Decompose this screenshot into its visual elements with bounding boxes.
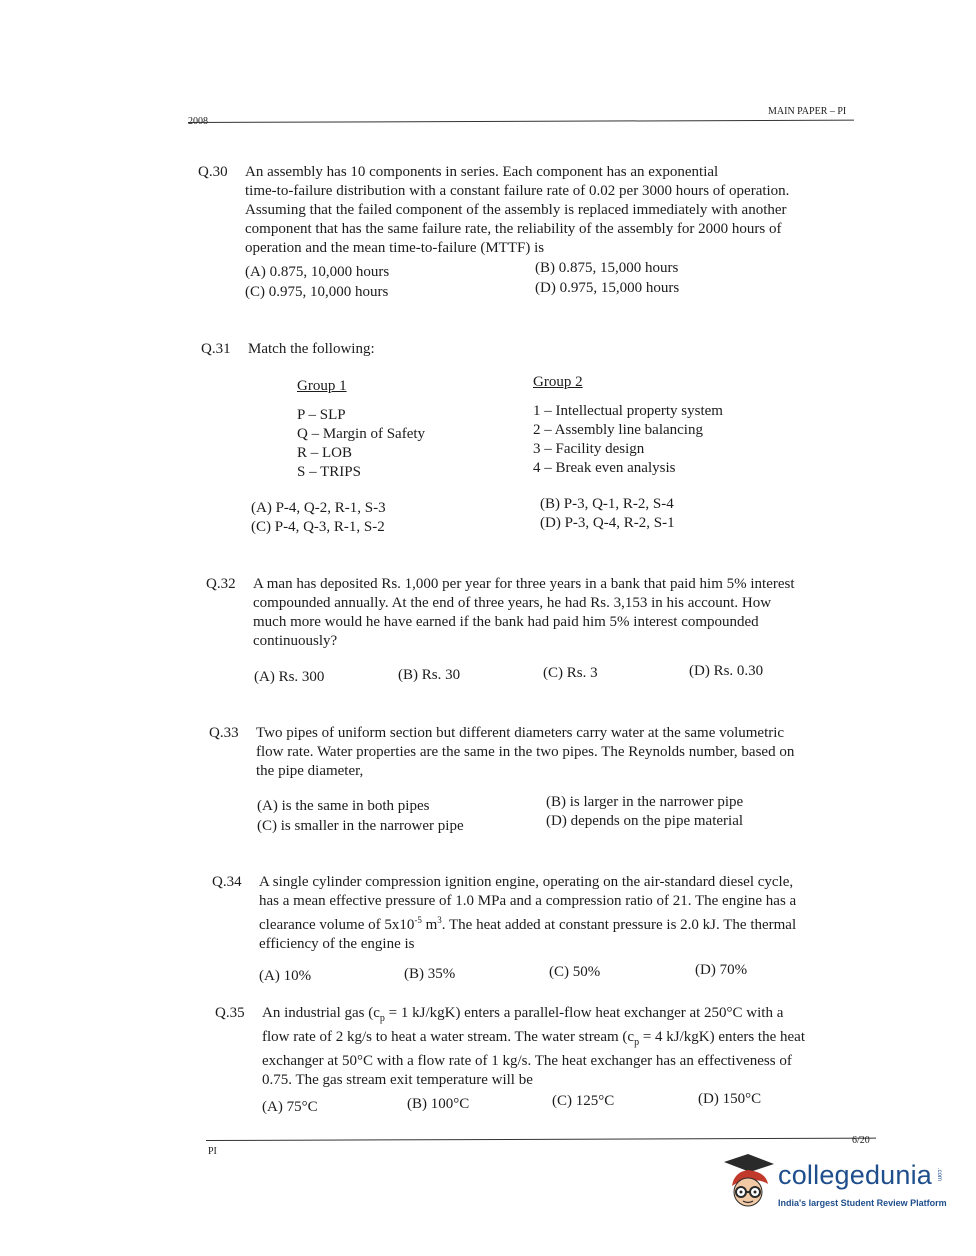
option-b: (B) P-3, Q-1, R-2, S-4 xyxy=(540,496,674,512)
group1-list xyxy=(297,406,425,482)
exponent: -5 xyxy=(414,915,422,925)
option-c: (C) 50% xyxy=(549,964,601,980)
question-text xyxy=(253,575,795,651)
option-d: (D) depends on the pipe material xyxy=(546,813,744,829)
question-30 xyxy=(198,163,858,263)
option-d: (D) P-3, Q-4, R-2, S-1 xyxy=(540,515,675,531)
question-number: Q.31 xyxy=(201,341,231,357)
option-a: (A) is the same in both pipes xyxy=(257,798,430,814)
text-line: A single cylinder compression ignition engine, operating on the air-standard diesel cycle, xyxy=(259,874,794,890)
group1-item: S – TRIPS xyxy=(297,464,361,480)
option-b: (B) 35% xyxy=(404,966,456,982)
text-line: exchanger at 50°C with a flow rate of 1 kg/s. The heat exchanger has an effectiveness of xyxy=(262,1053,792,1069)
text-line: flow rate. Water properties are the same in the two pipes. The Reynolds number, based on xyxy=(256,744,795,760)
text-line xyxy=(259,911,796,935)
question-number: Q.30 xyxy=(198,164,228,180)
option-b: (B) 0.875, 15,000 hours xyxy=(535,260,679,276)
text-segment: clearance volume of 5x10 xyxy=(259,917,415,933)
logo-suffix: .com xyxy=(936,1168,942,1182)
question-35 xyxy=(215,1004,875,1088)
text-line: the pipe diameter, xyxy=(256,763,364,779)
text-line: An assembly has 10 components in series. Each component has an exponential xyxy=(245,164,719,180)
text-line: A man has deposited Rs. 1,000 per year for three years in a bank that paid him 5% interest xyxy=(253,576,795,592)
text-line: much more would he have earned if the bank had paid him 5% interest compounded xyxy=(253,614,759,630)
option-d: (D) 150°C xyxy=(698,1091,762,1107)
question-34 xyxy=(212,873,872,953)
text-line: component that has the same failure rate, the reliability of the assembly for 2000 hours of xyxy=(245,221,782,237)
group2-item: 1 – Intellectual property system xyxy=(533,403,723,419)
option-a: (A) 10% xyxy=(259,968,312,984)
option-a: (A) P-4, Q-2, R-1, S-3 xyxy=(251,500,386,516)
option-c: (C) Rs. 3 xyxy=(543,665,598,681)
header-title: MAIN PAPER – PI xyxy=(768,106,847,117)
question-31 xyxy=(201,340,601,360)
text-segment: . The heat added at constant pressure is 2.0 kJ. The thermal xyxy=(441,917,797,933)
option-b: (B) is larger in the narrower pipe xyxy=(546,794,744,810)
footer-code: PI xyxy=(208,1146,217,1157)
text-line xyxy=(262,1028,805,1052)
logo-tagline: India's largest Student Review Platform xyxy=(778,1198,947,1208)
group2-item: 2 – Assembly line balancing xyxy=(533,422,703,438)
group1-title: Group 1 xyxy=(297,378,347,394)
text-line: Assuming that the failed component of the assembly is replaced immediately with another xyxy=(245,202,787,218)
question-text xyxy=(262,1004,805,1090)
group2-title: Group 2 xyxy=(533,374,583,390)
mascot-icon xyxy=(718,1150,780,1218)
text-line: Two pipes of uniform section but different diameters carry water at the same volumetric xyxy=(256,725,785,741)
text-segment: = 4 kJ/kgK) enters the heat xyxy=(639,1029,805,1045)
group1-item: Q – Margin of Safety xyxy=(297,426,426,442)
page-number: 6/20 xyxy=(852,1135,870,1146)
text-line: time-to-failure distribution with a constant failure rate of 0.02 per 3000 hours of operation. xyxy=(245,183,790,199)
text-line: 0.75. The gas stream exit temperature will be xyxy=(262,1072,533,1088)
question-text: Match the following: xyxy=(248,341,375,357)
question-number: Q.32 xyxy=(206,576,236,592)
logo-name: collegedunia xyxy=(778,1160,933,1190)
option-a: (A) Rs. 300 xyxy=(254,669,325,685)
text-segment: flow rate of 2 kg/s to heat a water stream. The water stream (c xyxy=(262,1029,635,1045)
text-line: operation and the mean time-to-failure (MTTF) is xyxy=(245,240,545,256)
option-d: (D) 0.975, 15,000 hours xyxy=(535,280,680,296)
text-line: efficiency of the engine is xyxy=(259,936,415,952)
footer-rule xyxy=(206,1138,876,1141)
option-c: (C) P-4, Q-3, R-1, S-2 xyxy=(251,519,385,535)
subscript: p xyxy=(634,1037,640,1048)
question-number: Q.33 xyxy=(209,725,239,741)
collegedunia-logo xyxy=(718,1150,948,1218)
text-line: has a mean effective pressure of 1.0 MPa and a compression ratio of 21. The engine has a xyxy=(259,893,797,909)
option-d: (D) Rs. 0.30 xyxy=(689,663,764,679)
header-rule xyxy=(188,120,854,123)
exponent: 3 xyxy=(437,915,442,925)
group1-item: R – LOB xyxy=(297,445,353,461)
question-number: Q.35 xyxy=(215,1005,245,1021)
text-line xyxy=(262,1004,805,1028)
text-segment: = 1 kJ/kgK) enters a parallel-flow heat exchanger at 250°C with a xyxy=(384,1005,784,1021)
text-line: compounded annually. At the end of three years, he had Rs. 3,153 in his account. How xyxy=(253,595,772,611)
text-line: continuously? xyxy=(253,633,338,649)
subscript: p xyxy=(379,1013,385,1024)
question-text xyxy=(256,724,794,781)
group1-item: P – SLP xyxy=(297,407,346,423)
question-text xyxy=(259,873,796,954)
text-segment: An industrial gas (c xyxy=(262,1005,380,1021)
group2-list xyxy=(533,402,723,478)
question-32 xyxy=(206,575,866,655)
option-c: (C) 0.975, 10,000 hours xyxy=(245,284,389,300)
text-segment: m xyxy=(421,917,438,933)
group2-item: 4 – Break even analysis xyxy=(533,460,676,476)
option-d: (D) 70% xyxy=(695,962,748,978)
question-33 xyxy=(209,724,869,784)
option-c: (C) 125°C xyxy=(552,1093,615,1109)
question-number: Q.34 xyxy=(212,874,242,890)
option-c: (C) is smaller in the narrower pipe xyxy=(257,818,464,834)
question-text xyxy=(245,163,789,258)
option-b: (B) 100°C xyxy=(407,1096,470,1112)
option-a: (A) 75°C xyxy=(262,1099,318,1115)
option-a: (A) 0.875, 10,000 hours xyxy=(245,264,390,280)
option-b: (B) Rs. 30 xyxy=(398,667,461,683)
group2-item: 3 – Facility design xyxy=(533,441,645,457)
